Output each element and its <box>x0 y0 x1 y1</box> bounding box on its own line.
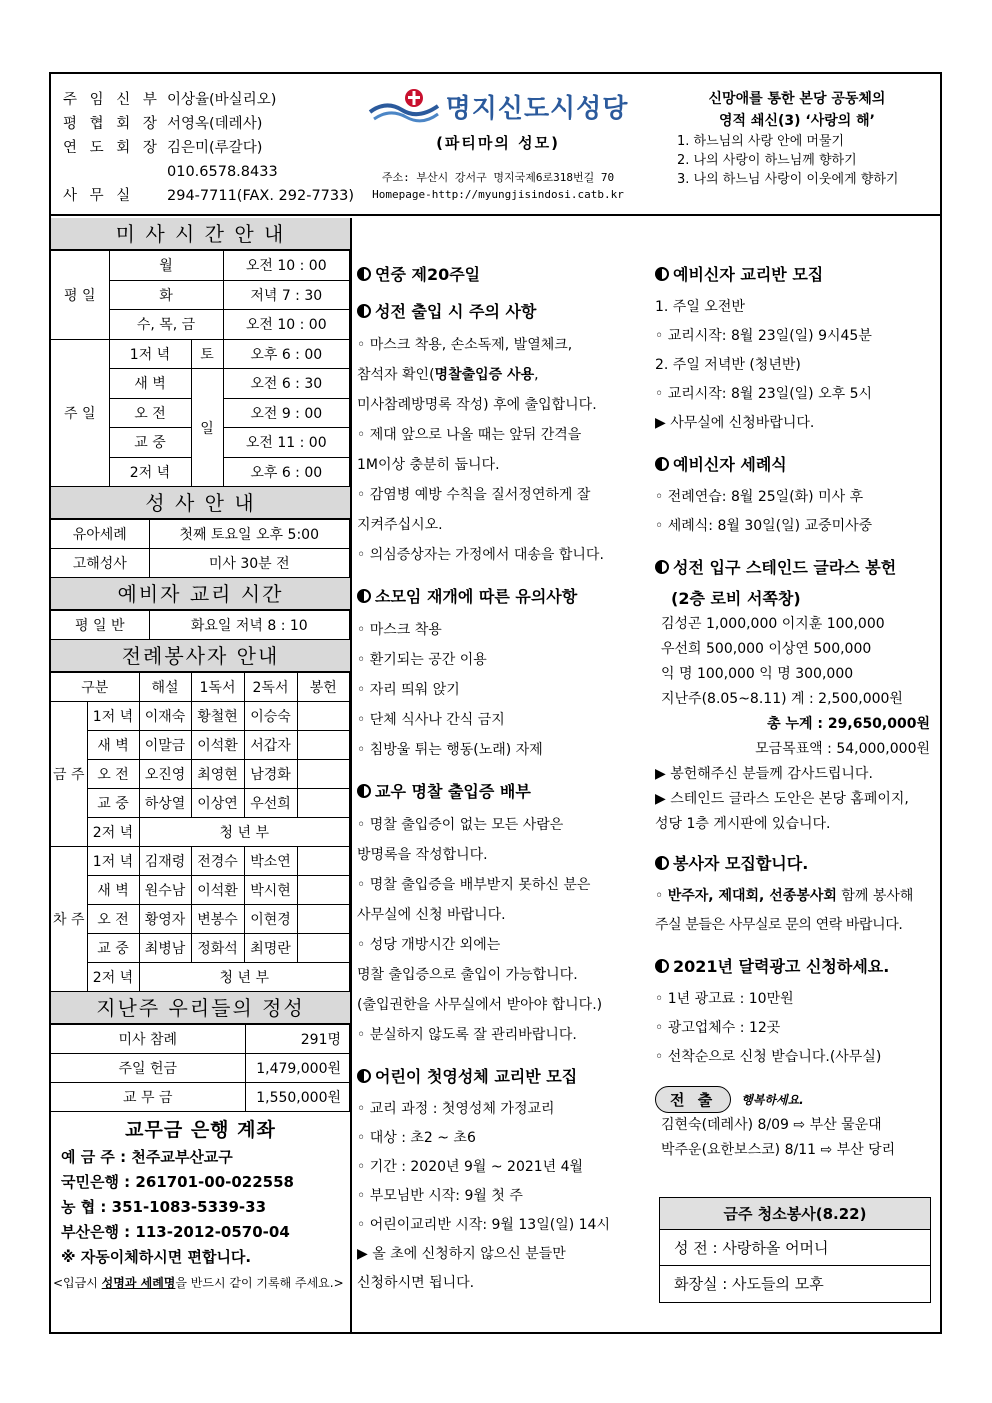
notice-line: 지켜주십시오. <box>357 517 443 533</box>
notice-line: ◦ 전례연습: 8월 25일(화) 미사 후 <box>655 489 864 505</box>
next-week-label: 차 주 <box>51 847 87 992</box>
half-circle-icon <box>655 267 669 281</box>
catechumen-title: 예비자 교리 시간 <box>51 578 350 610</box>
table-row <box>51 520 350 549</box>
mass-name: 오 전 <box>109 398 191 428</box>
server-name: 오진영 <box>139 760 191 789</box>
server-name: 이석환 <box>191 876 244 905</box>
sacrament-value: 첫째 토요일 오후 5:00 <box>149 520 350 549</box>
mass-name: 1저 녁 <box>109 339 191 369</box>
cleaning-row: 성 전 : 사랑하올 어머니 <box>660 1230 930 1266</box>
server-name: 박소연 <box>244 847 297 876</box>
notice-line: ◦ 침방울 튀는 행동(노래) 자제 <box>357 742 543 758</box>
church-patron: (파티마의 성모) <box>436 134 560 152</box>
server-name <box>297 876 350 905</box>
parish-theme <box>661 88 933 189</box>
bank-line: 국민은행 : 261701-00-022558 <box>61 1173 294 1191</box>
mass-time: 오전 10 : 00 <box>223 310 350 340</box>
note-emphasis: 성명과 세례명 <box>101 1276 176 1290</box>
mass-time: 저녁 7 : 30 <box>223 280 350 310</box>
table-row <box>51 760 350 789</box>
mass-name: 새 벽 <box>109 369 191 399</box>
saturday-label: 토 <box>191 339 223 369</box>
notice-line: ◦ 명찰 출입증을 배부받지 못하신 분은 <box>357 877 591 893</box>
half-circle-icon <box>357 784 371 798</box>
notice-line: ▶ 스테인드 글라스 도안은 본당 홈페이지, <box>655 791 909 807</box>
server-name <box>297 760 350 789</box>
mass-schedule-title: 미 사 시 간 안 내 <box>51 218 350 250</box>
section-title-text: 소모임 재개에 따른 유의사항 <box>375 587 578 606</box>
half-circle-icon <box>357 304 371 318</box>
server-mass: 오 전 <box>87 905 139 934</box>
section-title-text: 2021년 달력광고 신청하세요. <box>673 957 890 976</box>
table-row <box>51 611 350 640</box>
table-row <box>51 673 350 702</box>
bulletin-frame <box>49 72 942 1334</box>
server-mass: 교 중 <box>87 789 139 818</box>
table-row <box>51 818 350 847</box>
catechumen-value: 화요일 저녁 8 : 10 <box>149 611 350 640</box>
sacraments-table <box>51 519 350 578</box>
table-row <box>51 339 350 369</box>
server-name: 변봉수 <box>191 905 244 934</box>
servers-table <box>51 672 350 992</box>
cleaning-box <box>659 1197 931 1303</box>
staff-role: 평 협 회 장 <box>63 116 161 132</box>
table-row <box>51 847 350 876</box>
bank-accounts <box>51 1112 350 1276</box>
church-logo <box>353 84 643 128</box>
notice-line: 1M이상 충분히 둡니다. <box>357 457 500 473</box>
server-name: 황철현 <box>191 702 244 731</box>
section-title <box>357 299 639 322</box>
server-name: 최명란 <box>244 934 297 963</box>
deposit-note <box>51 1276 350 1291</box>
section-title-text: 예비신자 세례식 <box>673 455 787 474</box>
notice-line: ◦ 선착순으로 신청 받습니다.(사무실) <box>655 1049 882 1065</box>
left-column <box>51 218 352 1334</box>
offerings-table <box>51 1024 350 1112</box>
server-name <box>297 789 350 818</box>
section-title-text: 성전 출입 시 주의 사항 <box>375 302 537 321</box>
notice-line: 사무실에 신청 바랍니다. <box>357 907 506 923</box>
notice-line: ◦ 마스크 착용, 손소독제, 발열체크, <box>357 337 573 353</box>
table-row <box>51 702 350 731</box>
notice-line: 성당 1층 게시판에 있습니다. <box>655 816 831 832</box>
section-title-text: 예비신자 교리반 모집 <box>673 265 824 284</box>
server-mass: 2저 녁 <box>87 963 139 992</box>
offering-value: 1,550,000원 <box>245 1083 350 1112</box>
half-circle-icon <box>655 560 669 574</box>
mass-time: 오전 10 : 00 <box>223 251 350 281</box>
notice-text: ◦ <box>655 888 668 904</box>
server-name <box>297 934 350 963</box>
sunday-label: 주 일 <box>51 339 109 487</box>
server-name: 이석환 <box>191 731 244 760</box>
table-row <box>51 963 350 992</box>
bank-line: 예 금 주 : 천주교부산교구 <box>61 1148 233 1166</box>
this-week-label: 금 주 <box>51 702 87 847</box>
right-column <box>651 218 940 1303</box>
table-row <box>51 1083 350 1112</box>
notice-line: ◦ 단체 식사나 간식 금지 <box>357 712 505 728</box>
server-name: 최병남 <box>139 934 191 963</box>
notice-line: ◦ 명찰 출입증이 없는 모든 사람은 <box>357 817 564 833</box>
sacraments-title: 성 사 안 내 <box>51 487 350 519</box>
notice-line <box>655 882 936 911</box>
staff-phone: 010.6578.8433 <box>167 164 278 180</box>
bank-line: ※ 자동이체하시면 편합니다. <box>61 1248 252 1266</box>
notice-line <box>357 360 639 390</box>
section-title <box>655 262 936 285</box>
server-mass: 1저 녁 <box>87 847 139 876</box>
servers-title: 전례봉사자 안내 <box>51 640 350 672</box>
notice-line: 명찰 출입증으로 출입이 가능합니다. <box>357 967 578 983</box>
section-subtitle: (2층 로비 서쪽창) <box>671 589 801 608</box>
column-header: 구분 <box>51 673 139 702</box>
server-name: 원수남 <box>139 876 191 905</box>
mass-day: 수, 목, 금 <box>109 310 223 340</box>
notice-line: ◦ 성당 개방시간 외에는 <box>357 937 501 953</box>
notice-line: ◦ 부모님반 시작: 9월 첫 주 <box>357 1188 523 1204</box>
server-name: 이재숙 <box>139 702 191 731</box>
theme-line: 영적 쇄신(3) ‘사랑의 해’ <box>719 113 875 129</box>
section-title <box>357 1064 639 1087</box>
church-address: 주소: 부산시 강서구 명지국제6로318번길 70 <box>381 171 615 184</box>
notice-emphasis: 반주자, 제대회, 선종봉사회 <box>667 888 837 904</box>
notice-line: (출입권한을 사무실에서 받아야 합니다.) <box>357 997 603 1013</box>
sacrament-value: 미사 30분 전 <box>149 549 350 578</box>
notice-line: ◦ 의심증상자는 가정에서 대송을 합니다. <box>357 547 604 563</box>
youth-group: 청 년 부 <box>139 818 350 847</box>
catechumen-label: 평 일 반 <box>51 611 149 640</box>
church-homepage: Homepage-http://myungjisindosi.catb.kr <box>372 188 624 201</box>
server-name: 이현경 <box>244 905 297 934</box>
table-row <box>51 549 350 578</box>
mass-name: 교 중 <box>109 428 191 458</box>
table-row <box>51 1025 350 1054</box>
server-mass: 1저 녁 <box>87 702 139 731</box>
transfer-line: 김현숙(데레사) 8/09 ⇨ 부산 물운대 <box>661 1117 882 1133</box>
transfer-header <box>655 1086 936 1113</box>
staff-role: 주 임 신 부 <box>63 92 161 108</box>
middle-column <box>353 218 643 1298</box>
column-header: 1독서 <box>191 673 244 702</box>
offering-label: 미사 참례 <box>51 1025 245 1054</box>
notice-line: ◦ 기간 : 2020년 9월 ~ 2021년 4월 <box>357 1159 584 1175</box>
server-name: 박시현 <box>244 876 297 905</box>
offering-value: 1,479,000원 <box>245 1054 350 1083</box>
mass-time: 오전 9 : 00 <box>223 398 350 428</box>
note-text: <입금시 <box>53 1276 102 1290</box>
cleaning-row: 화장실 : 사도들의 모후 <box>674 1275 824 1293</box>
notice-line: ▶ 올 초에 신청하지 않으신 분들만 <box>357 1246 566 1262</box>
table-row <box>51 876 350 905</box>
table-row <box>51 934 350 963</box>
mass-time: 오후 6 : 00 <box>223 457 350 487</box>
half-circle-icon <box>357 1069 371 1083</box>
notice-line: ◦ 환기되는 공간 이용 <box>357 652 487 668</box>
server-name <box>297 731 350 760</box>
office-phone: 294-7711(FAX. 292-7733) <box>167 188 355 204</box>
server-mass: 오 전 <box>87 760 139 789</box>
staff-row <box>63 184 354 208</box>
staff-row <box>63 160 354 184</box>
staff-name: 김은미(루갈다) <box>167 140 263 156</box>
notice-line: ◦ 어린이교리반 시작: 9월 13일(일) 14시 <box>357 1217 610 1233</box>
notice-text: 참석자 확인( <box>357 367 435 383</box>
server-name: 남경화 <box>244 760 297 789</box>
table-row <box>51 905 350 934</box>
mass-time: 오전 11 : 00 <box>223 428 350 458</box>
transfer-badge: 전 출 <box>655 1086 731 1113</box>
staff-role: 연 도 회 장 <box>63 140 161 156</box>
table-row <box>51 789 350 818</box>
donor-line: 익 명 100,000 익 명 300,000 <box>661 666 854 682</box>
notice-line: ▶ 사무실에 신청바랍니다. <box>655 415 815 431</box>
donor-line: 우선희 500,000 이상연 500,000 <box>661 641 872 657</box>
notice-line: ◦ 대상 : 초2 ~ 초6 <box>357 1130 476 1146</box>
section-title <box>357 779 639 802</box>
staff-role: 사 무 실 <box>63 188 135 204</box>
notice-line: ◦ 분실하지 않도록 잘 관리바랍니다. <box>357 1027 577 1043</box>
weekly-total: 지난주(8.05~8.11) 계 : 2,500,000원 <box>661 691 903 707</box>
column-header: 2독서 <box>244 673 297 702</box>
mass-day: 화 <box>109 280 223 310</box>
wave-cross-logo-icon <box>368 86 440 126</box>
mass-time: 오전 6 : 30 <box>223 369 350 399</box>
column-header: 봉헌 <box>297 673 350 702</box>
section-title <box>655 452 936 475</box>
server-name <box>297 847 350 876</box>
header <box>51 74 940 216</box>
table-row <box>51 1054 350 1083</box>
section-title-text: 성전 입구 스테인드 글라스 봉헌 <box>673 558 897 577</box>
notice-line: 신청하시면 됩니다. <box>357 1275 475 1291</box>
catechumen-table <box>51 610 350 640</box>
server-name: 최영현 <box>191 760 244 789</box>
server-name: 우선희 <box>244 789 297 818</box>
staff-name: 서영옥(데레사) <box>167 116 263 132</box>
section-title <box>655 851 936 874</box>
server-name: 이말금 <box>139 731 191 760</box>
half-circle-icon <box>655 856 669 870</box>
half-circle-icon <box>655 959 669 973</box>
server-name: 서갑자 <box>244 731 297 760</box>
section-title-text: 연중 제20주일 <box>375 265 481 284</box>
server-mass: 2저 녁 <box>87 818 139 847</box>
sunday-day-label: 일 <box>191 369 223 487</box>
half-circle-icon <box>655 457 669 471</box>
notice-line: ◦ 교리 과정 : 첫영성체 가정교리 <box>357 1101 555 1117</box>
notice-line: ◦ 교리시작: 8월 23일(일) 오후 5시 <box>655 386 873 402</box>
church-name: 명지신도시성당 <box>445 93 629 124</box>
theme-item: 3. 나의 하느님 사랑이 이웃에게 향하기 <box>677 172 899 187</box>
notice-line: 2. 주일 저녁반 (청년반) <box>655 357 801 373</box>
server-mass: 교 중 <box>87 934 139 963</box>
section-title <box>655 954 936 977</box>
offerings-title: 지난주 우리들의 정성 <box>51 992 350 1024</box>
notice-line: 방명록을 작성합니다. <box>357 847 488 863</box>
mass-name: 2저 녁 <box>109 457 191 487</box>
notice-emphasis: 명찰출입증 사용 <box>434 367 535 383</box>
mass-schedule-table <box>51 250 350 487</box>
notice-line: 주실 분들은 사무실로 문의 연락 바랍니다. <box>655 917 903 933</box>
church-title-block <box>353 84 643 201</box>
table-row <box>51 731 350 760</box>
cumulative-total: 총 누계 : 29,650,000원 <box>767 716 930 732</box>
table-row <box>51 251 350 281</box>
cleaning-title: 금주 청소봉사(8.22) <box>660 1198 930 1230</box>
notice-line: 1. 주일 오전반 <box>655 299 745 315</box>
fundraising-goal: 모금목표액 : 54,000,000원 <box>755 741 930 757</box>
mass-day: 월 <box>109 251 223 281</box>
server-name: 김재령 <box>139 847 191 876</box>
server-name: 이상연 <box>191 789 244 818</box>
theme-line: 신망애를 통한 본당 공동체의 <box>708 91 886 107</box>
note-text: 을 반드시 같이 기록해 주세요.> <box>175 1276 344 1290</box>
server-name: 전경수 <box>191 847 244 876</box>
weekday-label: 평 일 <box>51 251 109 340</box>
notice-line: ◦ 감염병 예방 수칙을 질서정연하게 잘 <box>357 487 591 503</box>
staff-row <box>63 112 354 136</box>
staff-role <box>63 160 167 184</box>
half-circle-icon <box>357 589 371 603</box>
half-circle-icon <box>357 267 371 281</box>
staff-row <box>63 88 354 112</box>
staff-list <box>63 88 354 208</box>
mass-time: 오후 6 : 00 <box>223 339 350 369</box>
section-title-text: 어린이 첫영성체 교리반 모집 <box>375 1067 578 1086</box>
notice-line: ◦ 마스크 착용 <box>357 622 442 638</box>
donor-line: 김성곤 1,000,000 이지훈 100,000 <box>661 616 885 632</box>
notice-line: ▶ 봉헌해주신 분들께 감사드립니다. <box>655 766 873 782</box>
bank-line: 부산은행 : 113-2012-0570-04 <box>61 1223 290 1241</box>
server-name: 정화석 <box>191 934 244 963</box>
offering-value: 291명 <box>245 1025 350 1054</box>
transfer-caption: 행복하세요. <box>741 1093 804 1107</box>
staff-name: 이상율(바실리오) <box>167 92 277 108</box>
server-mass: 새 벽 <box>87 876 139 905</box>
section-title <box>655 555 936 578</box>
server-name: 황영자 <box>139 905 191 934</box>
section-title <box>357 262 639 285</box>
notice-text: 함께 봉사해 <box>836 888 914 904</box>
section-title <box>357 584 639 607</box>
notice-line: ◦ 교리시작: 8월 23일(일) 9시45분 <box>655 328 872 344</box>
server-name: 이승숙 <box>244 702 297 731</box>
column-header: 해설 <box>139 673 191 702</box>
sacrament-label: 고해성사 <box>51 549 149 578</box>
bank-line: 농 협 : 351-1083-5339-33 <box>61 1198 267 1216</box>
theme-item: 1. 하느님의 사랑 안에 머물기 <box>677 134 845 149</box>
notice-line: 미사참례방명록 작성) 후에 출입합니다. <box>357 397 597 413</box>
transfer-line: 박주운(요한보스코) 8/11 ⇨ 부산 당리 <box>661 1142 896 1158</box>
server-mass: 새 벽 <box>87 731 139 760</box>
offering-label: 교 무 금 <box>51 1083 245 1112</box>
server-name <box>297 905 350 934</box>
youth-group: 청 년 부 <box>139 963 350 992</box>
notice-line: ◦ 자리 띄워 앉기 <box>357 682 460 698</box>
notice-line: ◦ 제대 앞으로 나올 때는 앞뒤 간격을 <box>357 427 582 443</box>
server-name: 하상열 <box>139 789 191 818</box>
staff-row <box>63 136 354 160</box>
notice-line: ◦ 1년 광고료 : 10만원 <box>655 991 794 1007</box>
offering-label: 주일 헌금 <box>51 1054 245 1083</box>
server-name <box>297 702 350 731</box>
sacrament-label: 유아세례 <box>51 520 149 549</box>
section-title-text: 봉사자 모집합니다. <box>673 854 809 873</box>
theme-item: 2. 나의 사랑이 하느님께 향하기 <box>677 153 857 168</box>
notice-line: ◦ 세례식: 8월 30일(일) 교중미사중 <box>655 518 873 534</box>
notice-text: , <box>534 367 539 383</box>
notice-line: ◦ 광고업체수 : 12곳 <box>655 1020 781 1036</box>
section-title-text: 교우 명찰 출입증 배부 <box>375 782 531 801</box>
bank-title: 교무금 은행 계좌 <box>125 1119 276 1141</box>
